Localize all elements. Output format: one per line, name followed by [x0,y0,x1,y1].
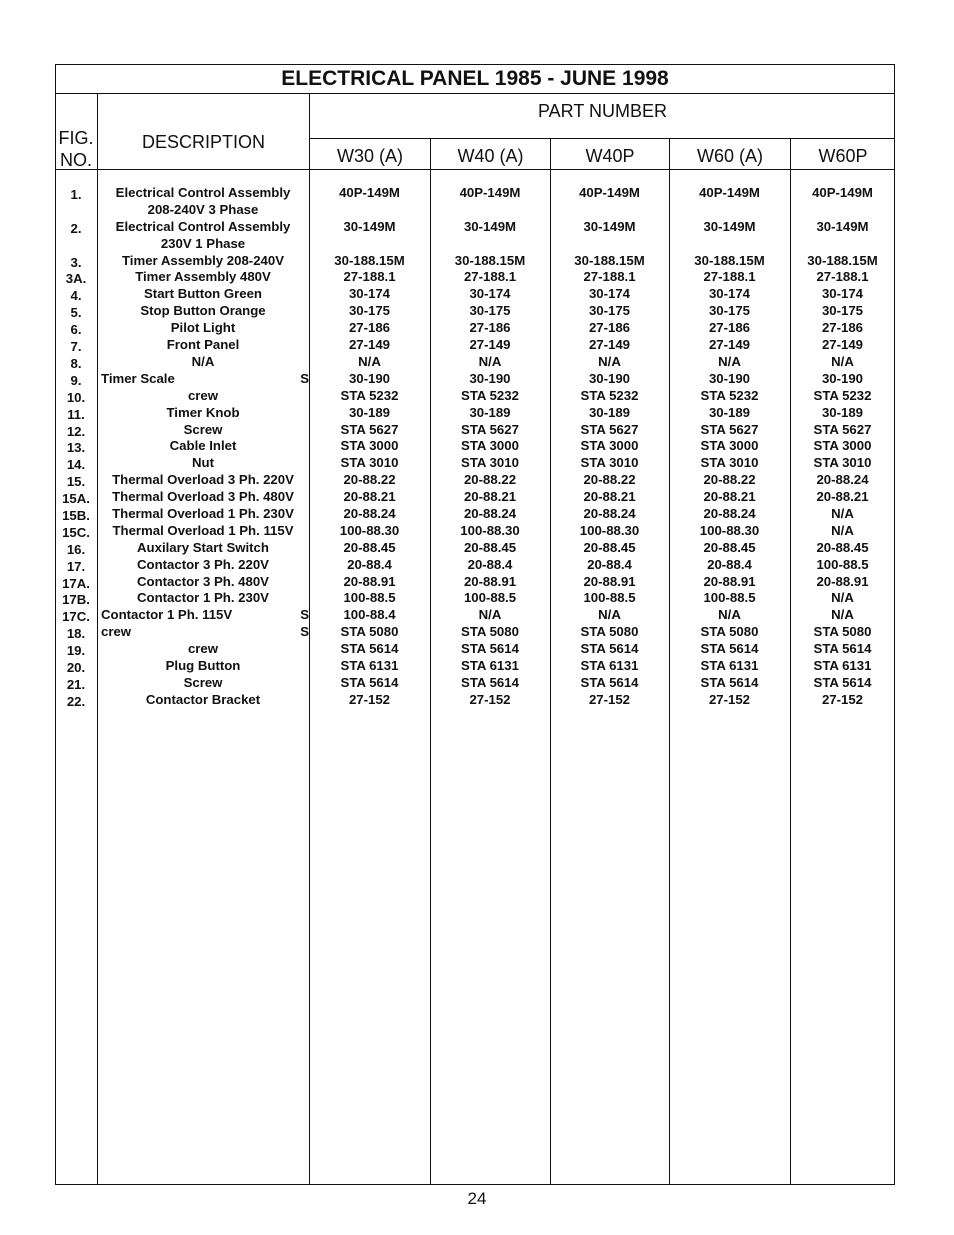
part-number-cell: STA 6131 [700,657,759,673]
part-number-cell: STA 5627 [813,421,872,437]
part-description [98,523,308,540]
part-description [98,506,308,523]
part-number-cell: 27-152 [588,691,631,707]
part-description [98,269,308,286]
part-number-cell: STA 5614 [580,641,639,657]
part-number-cell: 27-149 [469,337,511,353]
fig-number: 11. [67,406,85,422]
part-number-cell: 30-190 [821,370,864,386]
table-row [55,607,895,624]
part-number-cell: STA 3000 [813,438,872,454]
description-suffix: S [300,370,309,386]
part-number-cell: 100-88.30 [579,522,640,538]
part-description [98,219,308,253]
part-number-cell: STA 5614 [813,641,872,657]
part-number-cell: 30-174 [821,286,864,302]
fig-number: 19. [66,643,86,659]
page-title: ELECTRICAL PANEL 1985 - JUNE 1998 [281,67,669,90]
part-number-cell: STA 5232 [700,387,759,403]
part-number-cell: 20-88.91 [816,573,869,589]
part-number-cell: 27-186 [348,320,391,336]
description-line: Timer Knob [166,404,240,420]
table-row [55,472,895,489]
part-number-cell: STA 3000 [700,438,759,454]
part-number-cell: 30-189 [588,404,631,420]
part-number-cell: STA 5080 [340,624,399,640]
part-number-cell: 20-88.24 [583,505,636,521]
model-header-w40p: W40P [585,146,635,166]
table-row [55,303,895,320]
part-number-cell: 30-149M [703,218,756,234]
part-number-cell: 20-88.91 [583,573,636,589]
table-row [55,692,895,709]
fig-number: 9. [70,372,82,388]
table-row [55,337,895,354]
part-number-cell: N/A [718,353,741,369]
description-line: Auxilary Start Switch [137,539,269,555]
fig-number: 2. [70,220,82,236]
table-row [55,455,895,472]
part-number-cell: 30-175 [708,303,751,319]
description-line: Cable Inlet [169,438,237,454]
header-divider [55,169,895,170]
part-description [98,422,308,439]
part-number-cell: 100-88.4 [343,607,396,623]
part-number-cell: 20-88.22 [343,472,396,488]
part-number-cell: 30-174 [588,286,631,302]
part-number-cell: STA 5614 [580,674,639,690]
part-number-cell: 30-190 [708,370,751,386]
part-number-cell: N/A [831,522,854,538]
table-row [55,574,895,591]
description-line: Electrical Control Assembly [115,185,291,200]
part-number-cell: STA 5080 [813,624,872,640]
fig-number: 4. [70,288,82,304]
part-number-cell: 27-186 [708,320,751,336]
part-number-cell: 20-88.4 [467,556,513,572]
fig-number: 21. [66,676,86,692]
description-line: N/A [191,353,215,369]
part-number-cell: 20-88.22 [463,472,517,488]
description-line: crew [101,624,132,640]
fig-number: 15A. [62,491,90,507]
part-number-cell: 100-88.30 [339,522,400,538]
fig-number: 3. [70,254,82,270]
description-line: Contactor 1 Ph. 115V [101,607,233,623]
part-number-cell: 100-88.30 [699,522,760,538]
part-number-cell: 27-188.1 [343,269,396,285]
part-number-cell: 20-88.45 [463,539,517,555]
fig-number: 15C. [62,524,90,540]
part-number-cell: 30-175 [469,303,511,319]
part-description [98,286,308,303]
part-description [98,455,308,472]
table-row [55,557,895,574]
part-number-cell: 30-175 [821,303,864,319]
part-description [98,472,308,489]
part-number-cell: 40P-149M [812,185,873,200]
part-number-cell: 20-88.45 [343,539,396,555]
table-row [55,269,895,286]
table-row [55,641,895,658]
part-number-cell: 20-88.21 [343,489,396,505]
part-description [98,303,308,320]
table-row [55,675,895,692]
part-number-cell: 30-174 [708,286,751,302]
part-number-cell: 27-188.1 [583,269,636,285]
fig-number: 14. [66,457,86,473]
part-number-cell: STA 5232 [580,387,639,403]
part-number-cell: 20-88.4 [707,556,752,572]
fig-number: 15B. [62,507,90,523]
part-number-cell: 20-88.24 [463,505,517,521]
title-divider [55,93,895,94]
part-description [98,253,308,270]
description-line: Screw [183,674,223,690]
description-line: Timer Scale [101,370,175,386]
fig-number: 10. [66,389,86,405]
part-number-cell: 27-149 [588,337,631,353]
part-number-cell: STA 3000 [340,438,399,454]
fig-number: 17A. [62,575,90,591]
part-number-cell: N/A [358,353,381,369]
part-number-cell: 40P-149M [699,185,760,200]
description-suffix: S [300,607,309,623]
table-row [55,354,895,371]
part-number-cell: 30-149M [343,218,396,234]
part-number-cell: 30-189 [708,404,751,420]
part-number-cell: STA 5627 [700,421,759,437]
fig-number: 20. [66,659,86,675]
table-row [55,422,895,439]
fig-number: 7. [70,339,82,355]
part-number-cell: STA 5080 [461,624,519,640]
part-number-cell: STA 5627 [340,421,399,437]
part-number-cell: 30-149M [816,218,869,234]
part-number-cell: STA 3010 [813,455,872,471]
part-number-cell: 30-190 [588,370,631,386]
part-number-cell: STA 5627 [580,421,639,437]
part-number-cell: 20-88.21 [583,489,636,505]
part-number-cell: STA 6131 [580,657,639,673]
description-line: Contactor 3 Ph. 480V [137,573,269,589]
fig-number: 22. [66,693,86,709]
description-line: Contactor 1 Ph. 230V [137,590,269,606]
part-number-cell: 20-88.91 [343,573,396,589]
fig-number: 6. [70,322,82,338]
table-row [55,540,895,557]
description-line: crew [187,641,219,657]
part-number-cell: N/A [831,607,854,623]
part-number-cell: STA 5614 [461,641,519,657]
model-header-w60p: W60P [818,146,868,166]
part-number-cell: STA 6131 [340,657,399,673]
fig-number: 13. [66,440,86,456]
description-line: Thermal Overload 1 Ph. 115V [112,522,294,538]
part-number-cell: 20-88.45 [703,539,756,555]
fig-number: 8. [70,355,82,371]
description-line: Timer Assembly 208-240V [121,252,284,268]
part-number-cell: 20-88.4 [587,556,632,572]
part-number-header: PART NUMBER [537,101,668,121]
part-number-cell: STA 5232 [340,387,399,403]
part-number-divider [309,138,895,139]
fig-number: 1. [70,187,82,202]
description-line: Stop Button Orange [140,303,266,319]
part-number-cell: 27-188.1 [703,269,756,285]
table-row [55,185,895,219]
part-number-cell: 30-189 [821,404,864,420]
part-number-cell: 30-188.15M [807,252,878,268]
part-number-cell: 30-175 [588,303,631,319]
part-number-cell: 27-149 [821,337,864,353]
part-number-cell: 100-88.5 [703,590,756,606]
part-description [98,641,308,658]
description-line: Pilot Light [170,320,236,336]
part-number-cell: 27-152 [469,691,511,707]
description-line: Electrical Control Assembly [115,218,291,234]
part-number-cell: 20-88.24 [816,472,869,488]
table-row [55,371,895,388]
part-number-cell: 30-149M [463,218,517,234]
model-header-w30a: W30 (A) [336,146,403,166]
part-number-cell: N/A [478,353,502,369]
model-header-w40a: W40 (A) [457,146,524,166]
description-line: Timer Assembly 480V [135,269,271,285]
table-row [55,405,895,422]
part-description [98,540,308,557]
table-row [55,253,895,270]
part-number-cell: 30-149M [583,218,636,234]
fig-number: 3A. [65,271,87,287]
part-number-cell: 100-88.5 [816,556,869,572]
part-number-cell: STA 5232 [461,387,519,403]
description-line: Nut [192,455,214,471]
part-number-cell: STA 6131 [813,657,872,673]
table-row [55,506,895,523]
part-description [98,489,308,506]
description-line: Thermal Overload 1 Ph. 230V [112,505,294,521]
part-number-cell: 20-88.21 [816,489,869,505]
part-number-cell: STA 5614 [340,674,399,690]
part-number-cell: 30-174 [348,286,391,302]
part-number-cell: STA 3000 [580,438,639,454]
description-line: Contactor Bracket [145,691,261,707]
part-number-cell: 20-88.4 [347,556,392,572]
description-line: Start Button Green [144,286,262,302]
part-number-cell: 30-189 [348,404,391,420]
model-header-w60a: W60 (A) [696,146,763,166]
part-description [98,388,308,405]
description-line-2: 208-240V 3 Phase [147,201,259,217]
part-description [98,320,308,337]
part-number-cell: STA 3010 [700,455,759,471]
part-number-cell: STA 5232 [813,387,872,403]
fig-number: 12. [66,423,86,439]
no-header: NO. [59,150,92,170]
part-number-cell: 30-190 [469,370,511,386]
part-number-cell: 30-174 [469,286,511,302]
description-line: Front Panel [166,337,240,353]
page-number: 24 [467,1189,487,1208]
part-description [98,574,308,591]
part-number-cell: 27-186 [588,320,631,336]
fig-number: 5. [70,305,82,321]
part-number-cell: 27-186 [469,320,511,336]
part-number-cell: N/A [478,607,502,623]
part-description [98,590,308,607]
part-description [98,405,308,422]
fig-number: 16. [66,541,86,557]
part-description [98,337,308,354]
description-header: DESCRIPTION [141,132,265,152]
parts-table-body [55,185,895,709]
part-number-cell: N/A [598,353,621,369]
part-number-cell: 20-88.21 [703,489,756,505]
part-number-cell: 20-88.24 [703,505,756,521]
part-number-cell: STA 3010 [580,455,639,471]
part-number-cell: 27-188.1 [816,269,869,285]
table-row [55,286,895,303]
part-description [98,354,308,371]
description-line: Thermal Overload 3 Ph. 220V [112,472,294,488]
part-description [98,185,308,219]
part-number-cell: STA 5614 [700,674,759,690]
description-line: Screw [183,421,223,437]
part-number-cell: 20-88.24 [343,505,396,521]
part-description [98,692,308,709]
part-number-cell: 30-188.15M [334,252,405,268]
part-number-cell: 30-190 [348,370,391,386]
part-number-cell: 100-88.5 [343,590,396,606]
part-number-cell: 30-175 [348,303,391,319]
part-description [98,658,308,675]
table-row [55,438,895,455]
fig-number: 18. [66,626,86,642]
description-line-2: 230V 1 Phase [160,235,246,251]
part-number-cell: 100-88.5 [463,590,517,606]
description-suffix: S [300,624,309,640]
part-number-cell: 27-152 [821,691,864,707]
description-line: Plug Button [165,657,241,673]
part-number-cell: 30-188.15M [574,252,645,268]
fig-number: 15. [66,474,86,490]
part-description [98,371,311,388]
part-number-cell: STA 6131 [461,657,519,673]
table-row [55,320,895,337]
part-description [98,675,308,692]
part-number-cell: N/A [718,607,741,623]
fig-number: 17. [66,558,86,574]
fig-header: FIG. [58,128,94,148]
part-number-cell: 100-88.5 [583,590,636,606]
part-number-cell: 27-149 [708,337,751,353]
part-number-cell: STA 5614 [461,674,519,690]
part-description [98,438,308,455]
part-number-cell: 20-88.21 [463,489,517,505]
part-number-cell: 30-189 [469,404,511,420]
part-number-cell: STA 3000 [461,438,519,454]
part-number-cell: N/A [831,505,854,521]
table-row [55,523,895,540]
table-row [55,658,895,675]
part-number-cell: 20-88.22 [703,472,756,488]
part-number-cell: 27-186 [821,320,864,336]
part-description [98,624,311,641]
part-number-cell: STA 5080 [700,624,759,640]
table-row [55,219,895,253]
part-number-cell: STA 5080 [580,624,639,640]
description-line: Contactor 3 Ph. 220V [137,556,269,572]
fig-number: 17B. [62,592,90,608]
part-number-cell: STA 3010 [461,455,519,471]
table-row [55,388,895,405]
part-number-cell: 27-152 [348,691,391,707]
part-number-cell: 27-149 [348,337,391,353]
part-description [98,607,311,624]
table-row [55,624,895,641]
part-number-cell: 30-188.15M [454,252,526,268]
part-number-cell: STA 3010 [340,455,399,471]
table-row [55,590,895,607]
part-number-cell: STA 5627 [461,421,519,437]
part-number-cell: 40P-149M [579,185,640,200]
fig-number: 17C. [62,609,90,625]
part-number-cell: 27-188.1 [463,269,517,285]
part-number-cell: N/A [831,353,854,369]
description-line: Thermal Overload 3 Ph. 480V [112,489,294,505]
part-number-cell: 30-188.15M [694,252,765,268]
part-number-cell: STA 5614 [700,641,759,657]
part-number-cell: 27-152 [708,691,751,707]
part-number-cell: N/A [598,607,621,623]
table-row [55,489,895,506]
part-number-cell: 100-88.30 [460,522,520,538]
part-number-cell: 20-88.45 [583,539,636,555]
part-number-cell: 40P-149M [339,185,400,200]
part-number-cell: 40P-149M [459,185,521,200]
part-number-cell: STA 5614 [340,641,399,657]
part-number-cell: 20-88.22 [583,472,636,488]
part-description [98,557,308,574]
part-number-cell: 20-88.91 [703,573,756,589]
part-number-cell: 20-88.45 [816,539,869,555]
part-number-cell: N/A [831,590,854,606]
description-line: crew [187,387,219,403]
part-number-cell: STA 5614 [813,674,872,690]
part-number-cell: 20-88.91 [463,573,517,589]
